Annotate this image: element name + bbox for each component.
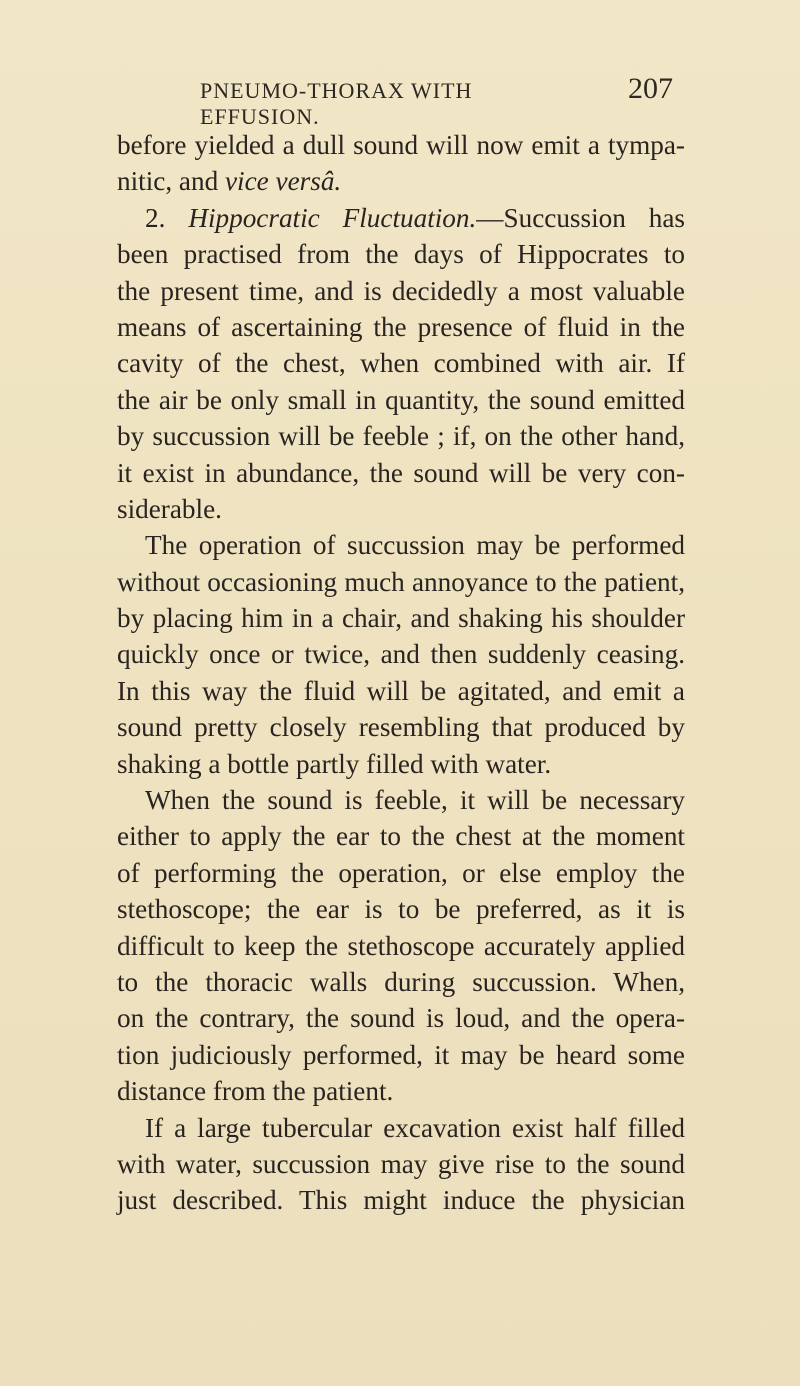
text-span: before yielded a dull sound will now emit a tympa- [117, 130, 685, 160]
text-line [117, 818, 685, 854]
text-line [117, 200, 685, 236]
text-span: tion judiciously performed, it may be heard some [117, 1039, 685, 1070]
text-span: When the sound is feeble, it will be necessary [145, 785, 685, 816]
text-span: 2. [145, 202, 189, 233]
text-span: just described. This might induce the physician [117, 1185, 685, 1216]
text-line [117, 855, 685, 891]
text-span: The operation of succussion may be performed [145, 530, 685, 561]
body-text [117, 127, 685, 1219]
text-span: by placing him in a chair, and shaking his shoulder [117, 603, 685, 634]
text-line [117, 382, 685, 418]
text-span: stethoscope; the ear is to be preferred, as it is [117, 894, 685, 925]
text-line [117, 1037, 685, 1073]
text-span: the air be only small in quantity, the sound emitted [117, 384, 685, 415]
text-line [117, 709, 685, 745]
text-line [117, 236, 685, 272]
text-line [117, 1182, 685, 1218]
text-line [117, 891, 685, 927]
text-span: of performing the operation, or else employ the [117, 857, 685, 888]
text-line [117, 1146, 685, 1182]
text-span: on the contrary, the sound is loud, and the opera- [117, 1003, 685, 1034]
text-span: either to apply the ear to the chest at the moment [117, 821, 685, 852]
text-span: the present time, and is decidedly a most valuable [117, 275, 685, 306]
text-span: In this way the fluid will be agitated, and emit a [117, 675, 685, 706]
text-span: it exist in abundance, the sound will be very con- [117, 457, 685, 488]
text-line [117, 309, 685, 345]
text-span: quickly once or twice, and then suddenly ceasing. [117, 639, 685, 670]
text-line [117, 1110, 685, 1146]
text-line [117, 1000, 685, 1036]
text-line [117, 746, 685, 782]
text-span: —Succussion has [476, 202, 685, 233]
text-span: to the thoracic walls during succussion. When, [117, 966, 685, 997]
text-line [117, 345, 685, 381]
text-line [117, 127, 685, 163]
text-span: with water, succussion may give rise to the sound [117, 1148, 685, 1179]
text-span: shaking a bottle partly filled with water. [117, 748, 552, 779]
text-span: been practised from the days of Hippocrates to [117, 239, 685, 270]
text-line [117, 1073, 685, 1109]
text-span: cavity of the chest, when combined with air. If [117, 348, 685, 379]
text-line [117, 964, 685, 1000]
text-line [117, 273, 685, 309]
text-span: distance from the patient. [117, 1076, 394, 1107]
text-line [117, 564, 685, 600]
text-line [117, 600, 685, 636]
text-line [117, 782, 685, 818]
text-line [117, 928, 685, 964]
text-span: If a large tubercular excavation exist half filled [145, 1112, 685, 1143]
text-line [117, 673, 685, 709]
text-line [117, 636, 685, 672]
italic-text: Hippocratic Fluctuation. [188, 202, 477, 233]
text-line [117, 418, 685, 454]
text-span: sound pretty closely resembling that produced by [117, 712, 685, 743]
page-number: 207 [628, 72, 673, 105]
text-span: means of ascertaining the presence of fluid in the [117, 311, 685, 342]
text-line [117, 163, 685, 199]
text-span: difficult to keep the stethoscope accurately applied [117, 930, 685, 961]
text-span: without occasioning much annoyance to the patient, [117, 566, 685, 597]
text-line [117, 527, 685, 563]
text-span: by succussion will be feeble ; if, on the other hand, [117, 421, 685, 452]
text-line [117, 455, 685, 491]
running-head: PNEUMO-THORAX WITH EFFUSION. [200, 78, 473, 129]
text-span: nitic, and [117, 166, 225, 197]
italic-text: vice versâ. [224, 166, 342, 197]
text-span: siderable. [117, 493, 222, 524]
text-line [117, 491, 685, 527]
